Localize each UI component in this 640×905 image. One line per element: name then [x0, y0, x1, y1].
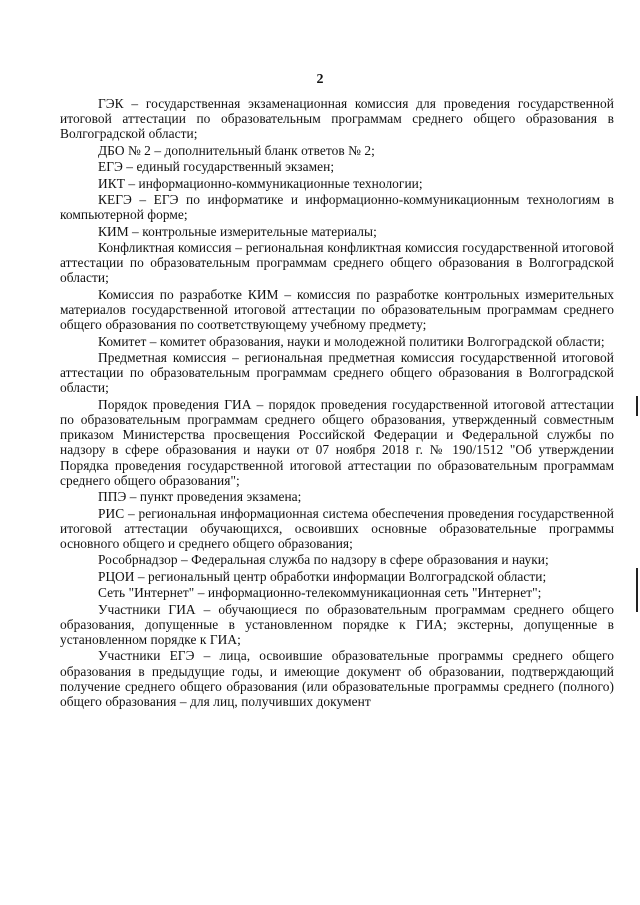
scan-edge-mark — [636, 396, 638, 416]
definition-ikt: ИКТ – информационно-коммуникационные технологии; — [98, 175, 423, 191]
definition-internet: Сеть "Интернет" – информационно-телекоммуникационная сеть "Интернет"; — [98, 585, 542, 601]
definition-dbo: ДБО № 2 – дополнительный бланк ответов № 2; — [98, 142, 375, 158]
definition-conflict-commission: Конфликтная комиссия – региональная конфликтная комиссия государственной итоговой аттестации по образовательным программам среднего общего образования в Волгоградской области; — [60, 239, 614, 286]
document-body — [60, 96, 614, 709]
scan-edge-mark — [636, 568, 638, 612]
definition-gia-procedure: Порядок проведения ГИА – порядок проведения государственной итоговой аттестации по образовательным программам среднего общего образования, утвержденный совместным приказом Министерства просвещения Российской Федерации и Федеральной службы по надзору в сфере образования и науки от 07 ноября 2018 г. № 190/1512 "Об утверждении Порядка проведения государственной итоговой аттестации по образовательным программам среднего общего образования"; — [60, 396, 614, 488]
definition-kim-commission: Комиссия по разработке КИМ – комиссия по разработке контрольных измерительных материалов государственной итоговой аттестации по образовательным программам среднего общего образования по соответствующему учебному предмету; — [60, 286, 614, 333]
definition-ppe: ППЭ – пункт проведения экзамена; — [98, 489, 302, 505]
definition-rosobrnadzor: Рособрнадзор – Федеральная служба по надзору в сфере образования и науки; — [98, 552, 549, 568]
definition-committee: Комитет – комитет образования, науки и молодежной политики Волгоградской области; — [98, 333, 605, 349]
definition-ege-participants: Участники ЕГЭ – лица, освоившие образовательные программы среднего общего образования в предыдущие годы, и имеющие документ об образовании, подтверждающий получение среднего общего образования (или образовательные программы среднего (полного) общего образования – для лиц, получивших документ — [60, 648, 614, 709]
definition-subject-commission: Предметная комиссия – региональная предметная комиссия государственной итоговой аттестации по образовательным программам среднего общего образования в Волгоградской области; — [60, 349, 614, 396]
definition-rcoi: РЦОИ – региональный центр обработки информации Волгоградской области; — [98, 568, 547, 584]
definition-gek: ГЭК – государственная экзаменационная комиссия для проведения государственной итоговой аттестации по образовательным программам среднего общего образования в Волгоградской области; — [60, 96, 614, 142]
definition-kege: КЕГЭ – ЕГЭ по информатике и информационно-коммуникационным технологиям в компьютерной форме; — [60, 191, 614, 223]
definition-ege: ЕГЭ – единый государственный экзамен; — [98, 159, 335, 175]
definition-ris: РИС – региональная информационная система обеспечения проведения государственной итоговой аттестации обучающихся, освоивших основные образовательные программы основного общего и среднего общего образования; — [60, 505, 614, 551]
page-number: 2 — [316, 72, 324, 87]
definition-kim: КИМ – контрольные измерительные материалы; — [98, 223, 377, 239]
definition-gia-participants: Участники ГИА – обучающиеся по образовательным программам среднего общего образования, допущенные в установленном порядке к ГИА; экстерны, допущенные в установленном порядке к ГИА; — [60, 601, 614, 647]
